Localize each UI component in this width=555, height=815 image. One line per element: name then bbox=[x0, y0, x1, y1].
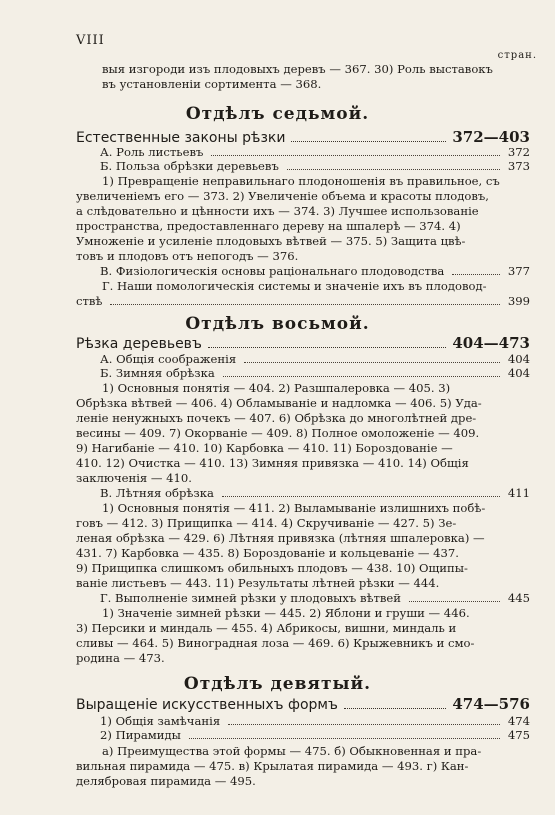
page-number: VIII bbox=[76, 33, 105, 48]
entry-label: Б. Зимняя обрѣзка bbox=[100, 366, 215, 380]
text-line: заключенія — 410. bbox=[76, 471, 192, 485]
leader-dots bbox=[223, 376, 500, 377]
toc-entry bbox=[76, 145, 530, 159]
entry-page: 373 bbox=[507, 159, 530, 173]
entry-label: А. Общія соображенія bbox=[100, 352, 237, 366]
chapter-entry bbox=[76, 695, 530, 713]
toc-entry bbox=[76, 159, 530, 173]
entry-label: А. Роль листьевъ bbox=[100, 145, 204, 159]
text-line: 1) Значеніе зимней рѣзки — 445. 2) Яблони и груши — 446. bbox=[102, 606, 470, 620]
chapter-entry bbox=[76, 334, 530, 352]
entry-page: 404 bbox=[507, 366, 530, 380]
entry-label: В. Физіологическія основы раціональнаго плодоводства bbox=[100, 264, 445, 278]
leader-dots bbox=[287, 169, 500, 170]
leader-dots bbox=[208, 347, 447, 348]
toc-entry bbox=[76, 352, 530, 366]
text-line: родина — 473. bbox=[76, 651, 165, 665]
text-line: а слѣдовательно и цѣнности ихъ — 374. 3) Лучшее использованіе bbox=[76, 204, 479, 218]
entry-label: 2) Пирамиды bbox=[100, 728, 181, 742]
text-line: говъ — 412. 3) Прищипка — 414. 4) Скручиваніе — 427. 5) Зе- bbox=[76, 516, 457, 530]
text-line: Умноженіе и усиленіе плодовыхъ вѣтвей — 375. 5) Защита цвѣ- bbox=[76, 234, 466, 248]
leader-dots bbox=[409, 601, 500, 602]
entry-label: Г. Выполненіе зимней рѣзки у плодовыхъ вѣтвей bbox=[100, 591, 402, 605]
section-title: Отдѣлъ восьмой. bbox=[185, 314, 370, 334]
leader-dots bbox=[228, 724, 500, 725]
text-line: 3) Персики и миндаль — 455. 4) Абрикосы, вишни, миндаль и bbox=[76, 621, 457, 635]
text-line: пространства, предоставленнаго дереву на шпалерѣ — 374. 4) bbox=[76, 219, 461, 233]
chapter-entry bbox=[76, 128, 530, 146]
toc-entry bbox=[76, 486, 530, 500]
column-header: стран. bbox=[497, 50, 537, 61]
leader-dots bbox=[211, 155, 499, 156]
entry-label: Б. Польза обрѣзки деревьевъ bbox=[100, 159, 279, 173]
toc-entry bbox=[76, 366, 530, 380]
text-line: весины — 409. 7) Окорваніе — 409. 8) Полное омоложеніе — 409. bbox=[76, 426, 480, 440]
text-line: 1) Превращеніе неправильнаго плодоношенія въ правильное, съ bbox=[102, 174, 500, 188]
text-line: ваніе листьевъ — 443. 11) Результаты лѣтней рѣзки — 444. bbox=[76, 576, 440, 590]
toc-entry bbox=[76, 714, 530, 728]
text-line: 410. 12) Очистка — 410. 13) Зимняя привязка — 410. 14) Общія bbox=[76, 456, 469, 470]
chapter-title: Выращеніе искусственныхъ формъ bbox=[76, 697, 338, 713]
text-line: сливы — 464. 5) Виноградная лоза — 469. 6) Крыжевникъ и смо- bbox=[76, 636, 475, 650]
text-line: увеличеніемъ его — 373. 2) Увеличеніе объема и красоты плодовъ, bbox=[76, 189, 489, 203]
leader-dots bbox=[110, 304, 499, 305]
toc-entry bbox=[76, 264, 530, 278]
chapter-title: Рѣзка деревьевъ bbox=[76, 336, 202, 352]
text-line: Г. Наши помологическія системы и значеніе ихъ въ плодовод- bbox=[102, 279, 487, 293]
entry-page: 445 bbox=[507, 591, 530, 605]
toc-entry bbox=[76, 294, 530, 308]
text-line: леная обрѣзка — 429. 6) Лѣтняя привязка (лѣтняя шпалеровка) — bbox=[76, 531, 485, 545]
leader-dots bbox=[291, 141, 446, 142]
entry-page: 399 bbox=[507, 294, 530, 308]
entry-page: 404 bbox=[507, 352, 530, 366]
text-line: выя изгороди изъ плодовыхъ деревъ — 367. 30) Роль выставокъ bbox=[102, 62, 493, 76]
leader-dots bbox=[452, 274, 500, 275]
text-line: делябровая пирамида — 495. bbox=[76, 774, 256, 788]
leader-dots bbox=[189, 738, 500, 739]
entry-page: 474 bbox=[507, 714, 530, 728]
entry-page: 475 bbox=[507, 728, 530, 742]
entry-label: В. Лѣтняя обрѣзка bbox=[100, 486, 214, 500]
entry-label: 1) Общія замѣчанія bbox=[100, 714, 221, 728]
text-line: 9) Нагибаніе — 410. 10) Карбовка — 410. 11) Бороздованіе — bbox=[76, 441, 453, 455]
toc-entry bbox=[76, 728, 530, 742]
entry-page: 372 bbox=[507, 145, 530, 159]
text-line: 1) Основныя понятія — 411. 2) Выламываніе излишнихъ побѣ- bbox=[102, 501, 486, 515]
leader-dots bbox=[244, 362, 500, 363]
text-line: 431. 7) Карбовка — 435. 8) Бороздованіе и кольцеваніе — 437. bbox=[76, 546, 459, 560]
text-line: Обрѣзка вѣтвей — 406. 4) Обламываніе и надломка — 406. 5) Уда- bbox=[76, 396, 482, 410]
text-line: а) Преимущества этой формы — 475. б) Обыкновенная и пра- bbox=[102, 744, 482, 758]
leader-dots bbox=[344, 708, 447, 709]
section-title: Отдѣлъ седьмой. bbox=[185, 104, 370, 124]
chapter-title: Естественные законы рѣзки bbox=[76, 130, 286, 146]
entry-page: 411 bbox=[507, 486, 530, 500]
text-line: товъ и плодовъ отъ непогодъ — 376. bbox=[76, 249, 299, 263]
text-line: леніе ненужныхъ почекъ — 407. 6) Обрѣзка до многолѣтней дре- bbox=[76, 411, 477, 425]
entry-label: ствѣ bbox=[76, 294, 103, 308]
text-line: вильная пирамида — 475. в) Крылатая пирамида — 493. г) Кан- bbox=[76, 759, 469, 773]
chapter-pages: 372—403 bbox=[452, 128, 530, 146]
leader-dots bbox=[222, 496, 500, 497]
text-line: 9) Прищипка слишкомъ обильныхъ плодовъ — 438. 10) Ощипы- bbox=[76, 561, 468, 575]
chapter-pages: 404—473 bbox=[452, 334, 530, 352]
text-line: въ установленіи сортимента — 368. bbox=[102, 77, 322, 91]
text-line: 1) Основныя понятія — 404. 2) Разшпалеровка — 405. 3) bbox=[102, 381, 451, 395]
entry-page: 377 bbox=[507, 264, 530, 278]
chapter-pages: 474—576 bbox=[452, 695, 530, 713]
section-title: Отдѣлъ девятый. bbox=[183, 674, 372, 694]
toc-entry bbox=[76, 591, 530, 605]
